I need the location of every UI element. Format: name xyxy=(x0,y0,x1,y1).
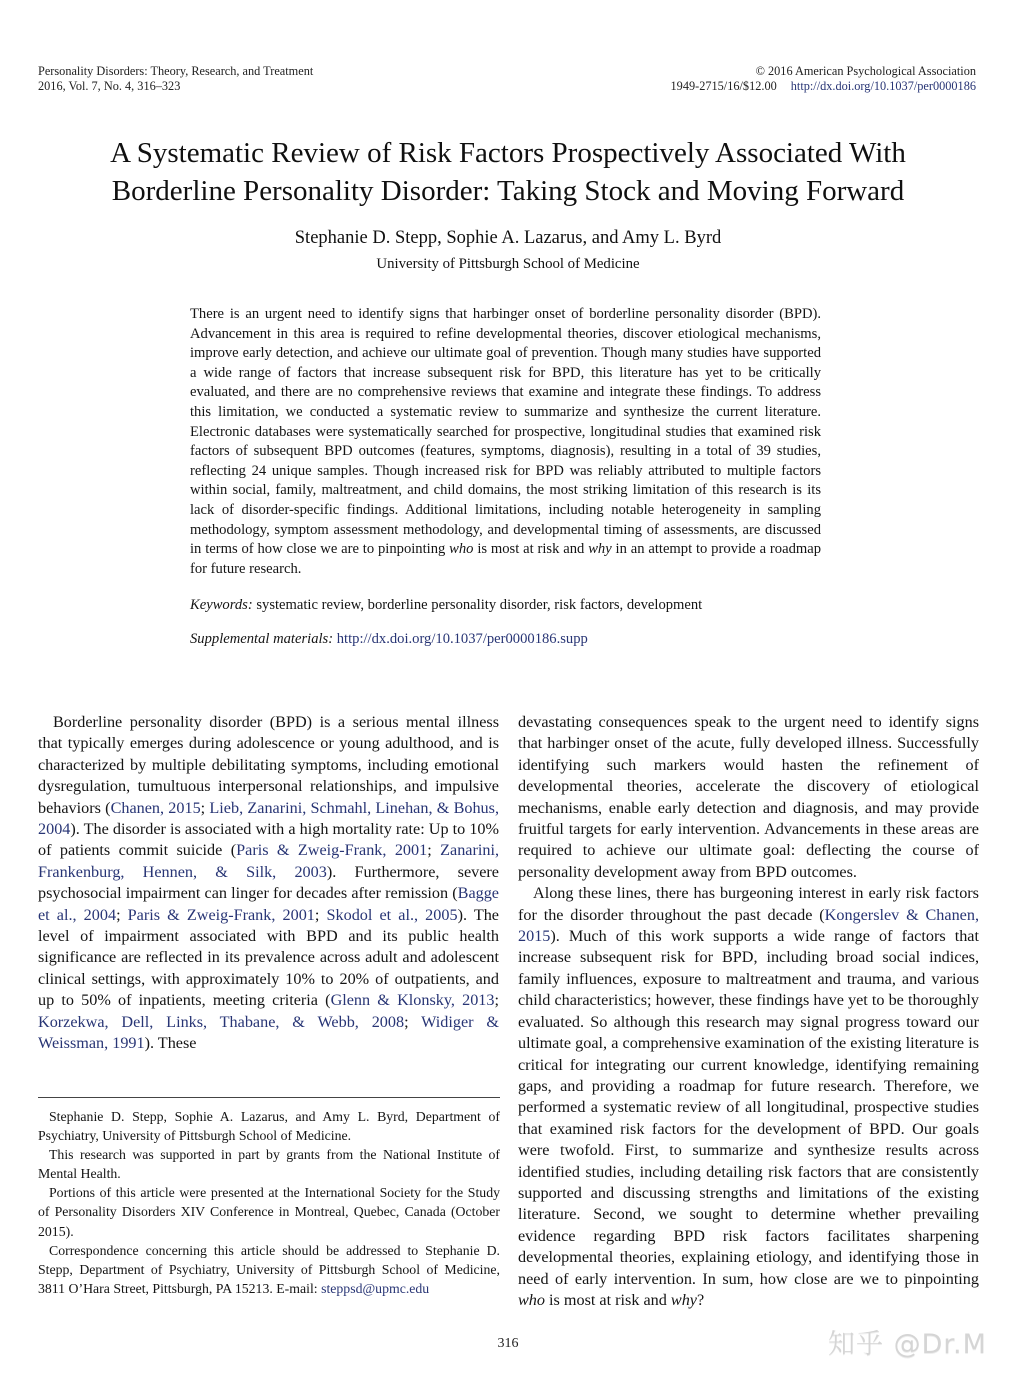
page-number: 316 xyxy=(497,1336,519,1351)
paragraph xyxy=(38,1241,500,1298)
affiliation: University of Pittsburgh School of Medicine xyxy=(376,256,640,272)
title-line-2: Borderline Personality Disorder: Taking Stock and Moving Forward xyxy=(111,175,905,207)
paragraph xyxy=(518,883,979,1311)
paragraph xyxy=(38,712,499,1055)
text-run: is most at risk and xyxy=(545,1290,671,1309)
issn-price: 1949-2715/16/$12.00 xyxy=(670,79,777,93)
citation-link[interactable]: Bagge et al., 2004 xyxy=(38,884,499,924)
journal-header xyxy=(38,64,976,94)
citation-link[interactable]: Lieb, Zanarini, Schmahl, Linehan, & Bohus, 2004 xyxy=(38,798,499,839)
supplemental-link[interactable]: http://dx.doi.org/10.1037/per0000186.supp xyxy=(333,630,588,647)
supplemental-label: Supplemental materials: xyxy=(190,630,334,647)
text-run: ; xyxy=(200,798,210,817)
supplemental-line xyxy=(190,630,821,650)
citation-link[interactable]: Kongerslev & Chanen, 2015 xyxy=(518,905,980,946)
doi-link[interactable]: http://dx.doi.org/10.1037/per0000186 xyxy=(790,79,976,93)
watermark: 知乎 @Dr.M xyxy=(828,1329,987,1360)
paragraph xyxy=(38,1183,500,1240)
italic-text: who xyxy=(518,1290,545,1309)
abstract-section xyxy=(190,305,821,650)
italic-text: who xyxy=(449,541,474,558)
citation-link[interactable]: Skodol et al., 2005 xyxy=(326,905,458,924)
citation-link[interactable]: Paris & Zweig-Frank, 2001 xyxy=(127,905,315,924)
copyright-line: © 2016 American Psychological Association xyxy=(755,64,976,78)
journal-header-left xyxy=(38,64,313,94)
paragraph xyxy=(38,1107,500,1145)
text-run: devastating consequences speak to the urgent need to identify signs that harbinger onset of the acute, fully developed illness. Successfully identifying such markers would hasten the refinement of developmental theories, accelerate the discovery of etiological mechanisms, enable early detection and diagnosis, and may provide fruitful targets for early intervention. Advancements in these areas are required to achieve our ultimate goal: deflecting the course of personality development away from BPD outcomes. xyxy=(518,713,979,881)
keywords-text: systematic review, borderline personality disorder, risk factors, development xyxy=(252,597,703,614)
text-run: ; xyxy=(494,991,499,1010)
text-run: ? xyxy=(696,1290,705,1309)
text-run: ; xyxy=(404,1012,422,1031)
text-run: This research was supported in part by grants from the National Institute of Mental Health. xyxy=(38,1147,500,1182)
paragraph xyxy=(38,1145,500,1183)
citation-link[interactable]: Zanarini, Frankenburg, Hennen, & Silk, 2003 xyxy=(38,841,500,881)
journal-name: Personality Disorders: Theory, Research, and Treatment xyxy=(38,64,314,78)
keywords-label: Keywords: xyxy=(190,597,253,614)
text-run: ). The disorder is associated with a high mortality rate: Up to 10% of patients commit suicide ( xyxy=(38,820,499,860)
text-run: ). These xyxy=(144,1034,197,1053)
abstract-text xyxy=(190,305,821,579)
right-column xyxy=(518,712,979,1311)
citation-link[interactable]: Glenn & Klonsky, 2013 xyxy=(330,991,495,1010)
citation-link[interactable]: Paris & Zweig-Frank, 2001 xyxy=(236,841,428,860)
text-run: ). The level of impairment associated with BPD and its public health significance are reflected in its prevalence across adult and adolescent clinical settings, with approximately 10% to 20% of outpatients, and up to 50% of inpatients, meeting criteria ( xyxy=(38,905,499,1010)
citation-link[interactable]: Korzekwa, Dell, Links, Thabane, & Webb, 2008 xyxy=(38,1012,405,1031)
text-run: Borderline personality disorder (BPD) is a serious mental illness that typically emerges during adolescence or young adulthood, and is characterized by multiple debilitating symptoms, including emotional dysregulation, tumultuous interpersonal relationships, and impulsive behaviors ( xyxy=(38,713,499,817)
citation-link[interactable]: Chanen, 2015 xyxy=(110,798,201,817)
citation-link[interactable]: Widiger & Weissman, 1991 xyxy=(38,1012,499,1053)
paragraph xyxy=(518,712,979,883)
text-run: ). Furthermore, severe psychosocial impairment can linger for decades after remission ( xyxy=(38,862,499,903)
author-note xyxy=(38,1097,500,1298)
text-run: is most at risk and xyxy=(473,541,589,558)
text-run: There is an urgent need to identify signs that harbinger onset of borderline personality disorder (BPD). Advancement in this area is required to refine developmental theories, discover etiological mechanisms, improve early detection, and achieve our ultimate goal of prevention. Though many studies have supported a wide range of factors that increase subsequent risk for BPD, this literature has yet to be critically evaluated, and there are no comprehensive reviews that examine and integrate these findings. To address this limitation, we conducted a systematic review to summarize and synthesize the current literature. Electronic databases were systematically searched for prospective, longitudinal studies that examined risk factors of subsequent BPD outcomes (features, symptoms, diagnosis), resulting in a total of 39 studies, reflecting 24 unique samples. Though increased risk for BPD was reliably attributed to multiple factors within social, family, maltreatment, and child domains, the most striking limitation of this research is its lack of disorder-specific findings. Additional limitations, including notable heterogeneity in sampling methodology, symptom assessment methodology, and developmental timing of assessments, are discussed in terms of how close we are to pinpointing xyxy=(190,306,821,558)
text-run: Portions of this article were presented at the International Society for the Study of Personality Disorders XIV Conference in Montreal, Quebec, Canada (October 2015). xyxy=(38,1185,500,1239)
text-run: Stephanie D. Stepp, Sophie A. Lazarus, and Amy L. Byrd, Department of Psychiatry, University of Pittsburgh School of Medicine. xyxy=(38,1109,500,1144)
title-line-1: A Systematic Review of Risk Factors Prospectively Associated With xyxy=(110,137,906,169)
authors: Stephanie D. Stepp, Sophie A. Lazarus, and Amy L. Byrd xyxy=(294,228,722,248)
italic-text: why xyxy=(670,1290,697,1309)
issn-doi-line xyxy=(671,79,976,94)
keywords-line xyxy=(190,596,821,616)
text-run: ; xyxy=(427,841,441,860)
journal-issue-info: 2016, Vol. 7, No. 4, 316–323 xyxy=(38,79,181,93)
hyperlink[interactable]: steppsd@upmc.edu xyxy=(321,1280,430,1296)
text-run: ; xyxy=(314,905,327,924)
journal-header-right xyxy=(671,64,976,94)
text-run: ). Much of this work supports a wide range of factors that increase subsequent risk for BPD, including broad social indices, family influences, exposure to maltreatment and trauma, and various child characteristics; however, these findings have yet to be thoroughly evaluated. So although this research may signal progress toward our ultimate goal, a comprehensive examination of the existing literature is critical for integrating our current knowledge, identifying remaining gaps, and providing a roadmap for future research. Therefore, we performed a systematic review of all longitudinal, prospective studies that examined risk factors for the development of BPD. Our goals were twofold. First, to summarize and synthesize results across identified studies, including detailing risk factors that are consistently supported and discussing strengths and limitations of the existing literature. Second, we sought to determine whether prevailing evidence regarding BPD risk factors facilitates sharpening developmental theories, explaining etiology, and identifying those in need of early intervention. In sum, how close are we to pinpointing xyxy=(518,927,979,1288)
text-run: in an attempt to provide a roadmap for future research. xyxy=(190,541,821,577)
text-run: Correspondence concerning this article should be addressed to Stephanie D. Stepp, Department of Psychiatry, University of Pittsburgh School of Medicine, 3811 O’Hara Street, Pittsburgh, PA 15213. E-mail: xyxy=(38,1242,500,1296)
italic-text: why xyxy=(588,541,612,558)
text-run: Along these lines, there has burgeoning interest in early risk factors for the disorder throughout the past decade ( xyxy=(518,884,979,924)
article-title xyxy=(30,134,986,210)
text-run: ; xyxy=(116,905,128,924)
